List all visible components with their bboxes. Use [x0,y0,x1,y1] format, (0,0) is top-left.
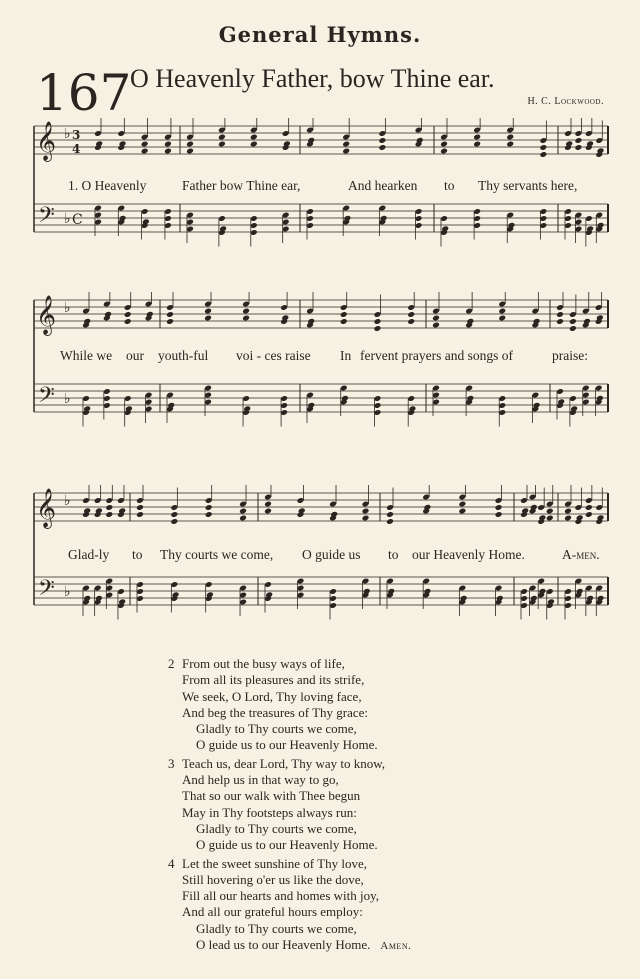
verse-3 [168,755,411,854]
flat-icon: ♭ [64,300,71,316]
verse-4 [168,855,412,955]
note-head [440,148,448,155]
time-signature-bottom: 4 [72,142,81,156]
note-head [473,134,481,141]
verse-number: 2 [168,656,175,671]
note-head [498,308,506,315]
note-head [186,148,194,155]
note-head [378,137,386,144]
note-head [166,311,174,318]
note-head [242,315,250,322]
flat-icon: ♭ [64,211,71,227]
note-head [546,508,554,515]
note-head [264,508,272,515]
verse-line: O lead us to our Heavenly Home. [196,937,371,953]
lyric-word: to [444,178,455,193]
note-head [340,318,348,325]
note-head [205,504,213,511]
note-head [170,518,178,525]
note-head [105,511,113,518]
note-head [506,134,514,141]
verse-line: O guide us to our Heavenly Home. [196,837,378,853]
note-head [105,504,113,511]
hymn-number: 167 [36,64,132,122]
lyric-word: youth-ful [158,348,209,363]
lyric-word: to [388,547,399,562]
note-head [585,511,593,518]
note-head [239,515,247,522]
flat-icon: ♭ [64,391,71,407]
note-head [204,315,212,322]
verse-line: May in Thy footsteps always run: [182,804,357,820]
note-head [378,144,386,151]
note-head [440,141,448,148]
note-head [342,141,350,148]
treble-clef-icon: 𝄞 [36,295,57,335]
common-time-icon: C [72,212,83,228]
verse-line: From out the busy ways of life, [182,656,345,671]
note-head [564,508,572,515]
note-head [239,508,247,515]
note-head [569,318,577,325]
note-head [495,511,503,518]
lyric-word: 1. O Heavenly [68,178,147,193]
hymn-title: O Heavenly Father, bow Thine ear. [130,64,495,93]
note-head [170,511,178,518]
note-head [164,141,172,148]
note-head [242,308,250,315]
note-head [564,515,572,522]
verse-line: That so our walk with Thee begun [182,788,361,804]
note-head [458,508,466,515]
note-head [432,322,440,329]
verse-line: Gladly to Thy courts we come, [196,920,357,936]
note-head [124,311,132,318]
note-head [386,511,394,518]
verse-number: 4 [168,855,175,871]
note-head [218,134,226,141]
verse-line: Let the sweet sunshine of Thy love, [182,855,367,871]
verse-line: Teach us, dear Lord, Thy way to know, [182,755,386,771]
verse-line: Gladly to Thy courts we come, [196,721,357,737]
verse-2 [168,656,411,754]
bass-clef-icon: 𝄢 [38,383,55,413]
lyric-word: our [126,348,144,363]
verse-line: And beg the treasures of Thy grace: [182,704,369,720]
note-head [407,311,415,318]
note-head [569,325,577,332]
verse-line: And all our grateful hours employ: [182,904,363,920]
note-head [374,325,382,332]
note-head [218,141,226,148]
note-head [362,508,370,515]
bass-clef-icon: 𝄢 [38,203,55,233]
treble-clef-icon: 𝄞 [36,488,57,528]
note-head [342,148,350,155]
note-head [205,511,213,518]
note-head [498,315,506,322]
note-head [250,141,258,148]
note-head [575,137,583,144]
note-head [556,318,564,325]
note-head [374,318,382,325]
section-title: General Hymns. [218,22,422,47]
note-head [204,308,212,315]
flat-icon: ♭ [64,584,71,600]
note-head [141,148,149,155]
note-head [556,311,564,318]
lyric-word: fervent prayers and songs of [360,348,513,363]
note-head [340,311,348,318]
note-head [136,511,144,518]
note-head [506,141,514,148]
lyric-word: to [132,547,143,562]
note-head [166,318,174,325]
note-head [124,318,132,325]
note-head [250,134,258,141]
note-head [585,504,593,511]
verse-amen: Amen. [380,940,412,953]
note-head [539,144,547,151]
note-head [458,501,466,508]
verse-line: And help us in that way to go, [182,772,339,788]
verse-line: Still hovering o'er us like the dove, [182,871,364,887]
lyric-word: Father bow Thine ear, [182,178,301,193]
lyric-word: Thy courts we come, [160,547,274,562]
note-head [546,515,554,522]
music-system-3 [30,485,612,635]
composer-credit: H. C. Lockwood. [527,96,604,107]
verses-block [168,656,412,956]
treble-clef-icon: 𝄞 [36,121,57,161]
lyric-word: voi - ces raise [236,348,311,363]
bass-clef-icon: 𝄢 [38,576,55,606]
note-head [495,504,503,511]
note-head [432,315,440,322]
verse-line: From all its pleasures and its strife, [182,672,365,688]
lyric-word: Thy servants here, [478,178,578,193]
verse-number: 3 [168,755,175,771]
verse-line: We seek, O Lord, Thy loving face, [182,688,362,704]
music-system-2 [30,292,612,442]
lyric-amen: A-men. [562,547,600,562]
verse-line: O guide us to our Heavenly Home. [196,737,378,753]
verse-line: Gladly to Thy courts we come, [196,820,357,836]
staff-system-2 [30,292,612,442]
note-head [136,504,144,511]
flat-icon: ♭ [64,126,71,142]
note-head [362,515,370,522]
lyric-word: praise: [552,348,588,363]
music-system-1 [30,118,612,258]
lyric-word: our Heavenly Home. [412,547,525,562]
lyric-word: O guide us [302,547,361,562]
note-head [473,141,481,148]
lyric-word: While we [60,348,113,363]
time-signature-top: 3 [72,128,81,142]
note-head [386,518,394,525]
note-head [186,141,194,148]
note-head [407,318,415,325]
flat-icon: ♭ [64,493,71,509]
lyric-word: In [340,348,352,363]
verse-line: Fill all our hearts and homes with joy, [182,888,380,904]
lyric-word: Glad-ly [68,547,110,562]
note-head [141,141,149,148]
note-head [264,501,272,508]
lyric-word: And hearken [348,178,418,193]
note-head [164,148,172,155]
note-head [575,144,583,151]
note-head [539,151,547,158]
